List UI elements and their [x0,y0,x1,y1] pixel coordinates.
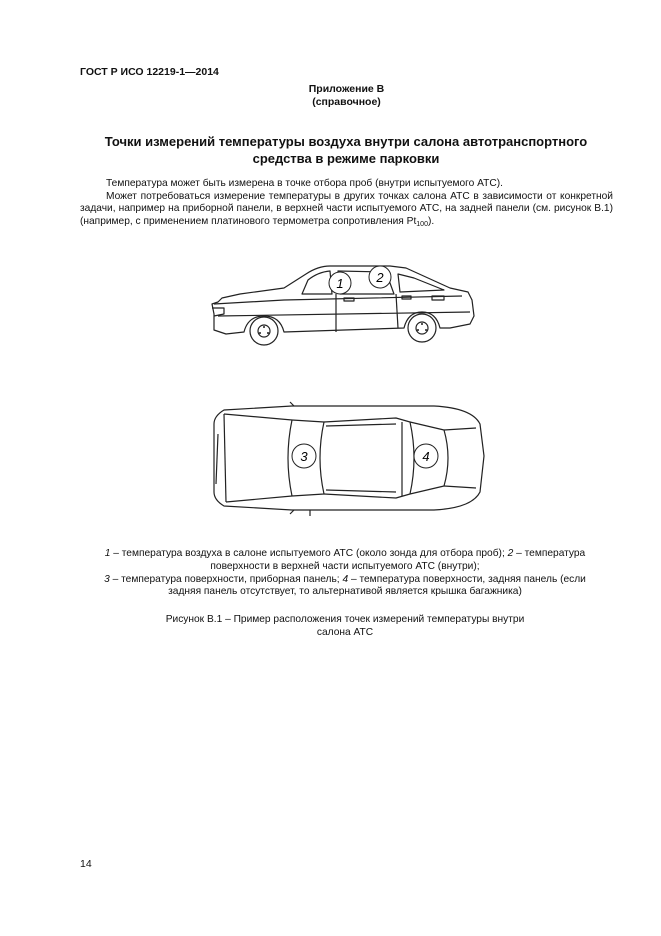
section-title-line1: Точки измерений температуры воздуха внутри салона автотранспортного [104,134,588,149]
section-title [80,133,612,167]
car-side-view [200,258,490,358]
document-header: ГОСТ Р ИСО 12219-1—2014 [80,66,219,78]
legend-num-4: 4 [342,573,349,585]
legend-text-1: – температура воздуха в салоне испытуемого АТС (около зонда для отбора проб); [110,548,508,559]
legend-text-3: – температура поверхности, приборная панель; [109,573,343,585]
marker-3-label: 3 [300,449,308,464]
car-top-view [206,400,496,518]
legend-line-3 [70,574,620,587]
paragraph-2-text: Может потребоваться измерение температуры в других точках салона АТС в зависимости от конкретной задачи, например на приборной панели, в верхней части испытуемого АТС, на задней панели (см. рисунок В.1) (например, с применением платинового термометра сопротивления Pt [80,190,613,227]
measure-point-3 [292,444,316,468]
annex-title: Приложение В [308,83,385,95]
paragraph-1: Температура может быть измерена в точке отбора проб (внутри испытуемого АТС). [106,178,503,189]
legend-num-3: 3 [104,573,110,585]
figure-caption [120,613,570,639]
legend-num-2: 2 [507,548,514,559]
annex-heading [0,83,661,109]
paragraph-2-end: ). [427,215,435,227]
legend-text-2: – температура [513,548,586,559]
section-title-line2: средства в режиме парковки [252,151,440,166]
legend-line-4: задняя панель отсутствует, то альтернативой является крышка багажника) [168,586,522,598]
legend-line-1 [70,548,620,561]
legend-line-2: поверхности в верхней части испытуемого АТС (внутри); [210,560,480,572]
pt-subscript: 100 [416,220,428,228]
measure-point-4 [414,444,438,468]
annex-type: (справочное) [312,96,381,108]
measure-point-1 [329,272,351,294]
page-number: 14 [80,858,92,870]
figure-legend [70,548,620,599]
paragraph-2 [80,191,613,232]
marker-2-label: 2 [376,270,384,285]
legend-text-4: – температура поверхности, задняя панель (если [348,573,586,585]
marker-1-label: 1 [336,276,344,291]
measure-point-2 [369,266,391,288]
caption-line-1: Рисунок В.1 – Пример расположения точек измерений температуры внутри [165,614,525,625]
marker-4-label: 4 [422,449,430,464]
caption-line-2: салона АТС [316,627,374,638]
legend-num-1: 1 [104,548,111,559]
body-text [80,178,613,231]
